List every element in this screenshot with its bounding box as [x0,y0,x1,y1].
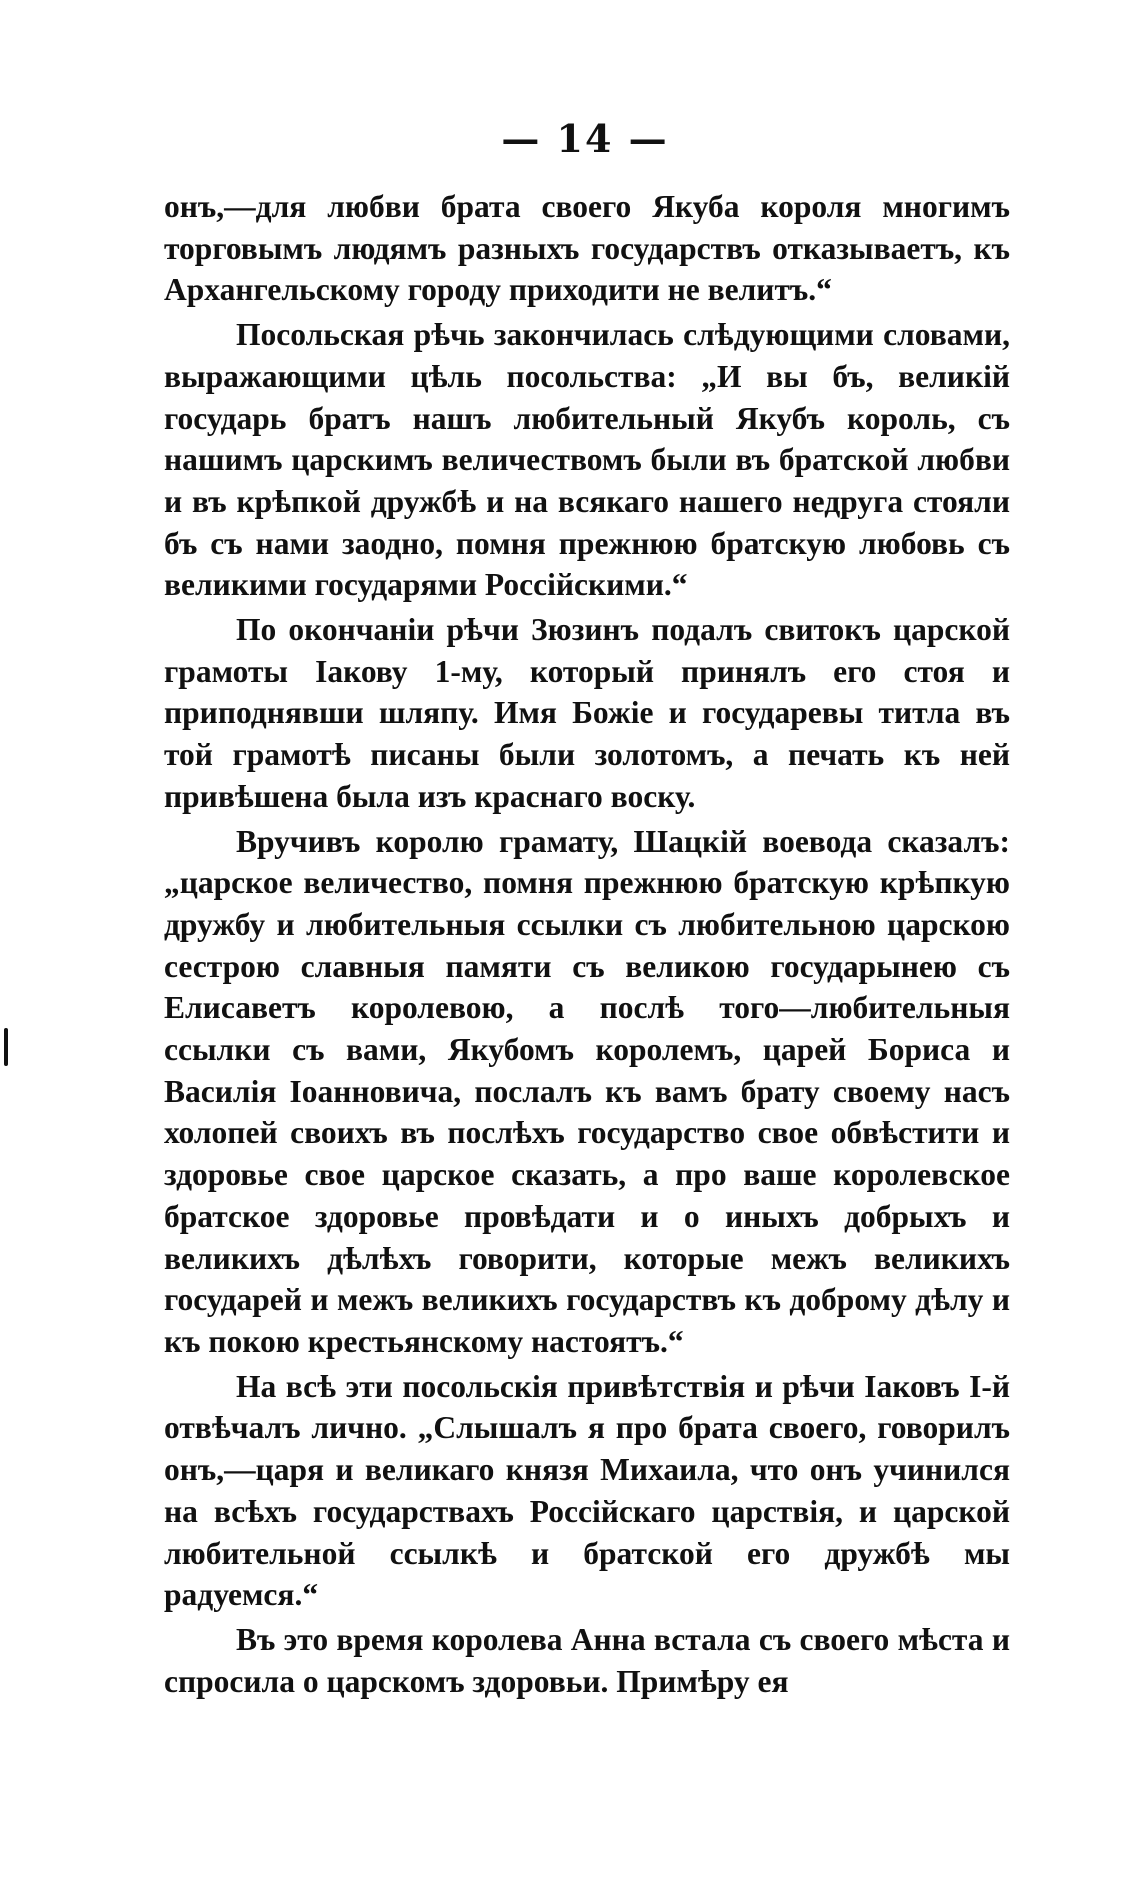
paragraph: Вручивъ королю грамату, Шацкій воевода сказалъ: „царское величество, помня прежнюю братскую крѣпкую дружбу и любительныя ссылки съ любительною царскою сестрою славныя памяти съ великою государынею съ Елисаветъ королевою, а послѣ того—любительныя ссылки съ вами, Якубомъ королемъ, царей Бориса и Василія Іоанновича, послалъ къ вамъ брату своему насъ холопей своихъ въ послѣхъ государство свое обвѣстити и здоровье свое царское сказать, а про ваше королевское братское здоровье провѣдати и о иныхъ добрыхъ и великихъ дѣлѣхъ говорити, которые межъ великихъ государей и межъ великихъ государствъ къ доброму дѣлу и къ покою крестьянскому настоятъ.“ [164,823,1010,1359]
paragraph: Въ это время королева Анна встала съ своего мѣста и спросила о царскомъ здоровьи. Примѣру ея [164,1621,1010,1699]
page-number: — 14 — [501,116,669,161]
body-text [164,186,1010,1705]
paragraph: По окончаніи рѣчи Зюзинъ подалъ свитокъ царской грамоты Іакову 1-му, который принялъ его стоя и приподнявши шляпу. Имя Божіе и государевы титла въ той грамотѣ писаны были золотомъ, а печать къ ней привѣшена была изъ краснаго воску. [164,612,1010,814]
paragraph: онъ,—для любви брата своего Якуба короля многимъ торговымъ людямъ разныхъ государствъ отказываетъ, къ Архангельскому городу приходити не велитъ.“ [164,189,1010,308]
margin-mark [4,1028,8,1066]
paragraph: На всѣ эти посольскія привѣтствія и рѣчи Іаковъ І-й отвѣчалъ лично. „Слышалъ я про брата своего, говорилъ онъ,—царя и великаго князя Михаила, что онъ учинился на всѣхъ государствахъ Россійскаго царствія, и царской любительной ссылкѣ и братской его дружбѣ мы радуемся.“ [164,1368,1010,1613]
paragraph: Посольская рѣчь закончилась слѣдующими словами, выражающими цѣль посольства: „И вы бъ, великій государь братъ нашъ любительный Якубъ король, съ нашимъ царскимъ величествомъ были въ братской любви и въ крѣпкой дружбѣ и на всякаго нашего недруга стояли бъ съ нами заодно, помня прежнюю братскую любовь съ великими государями Россійскими.“ [164,317,1010,603]
